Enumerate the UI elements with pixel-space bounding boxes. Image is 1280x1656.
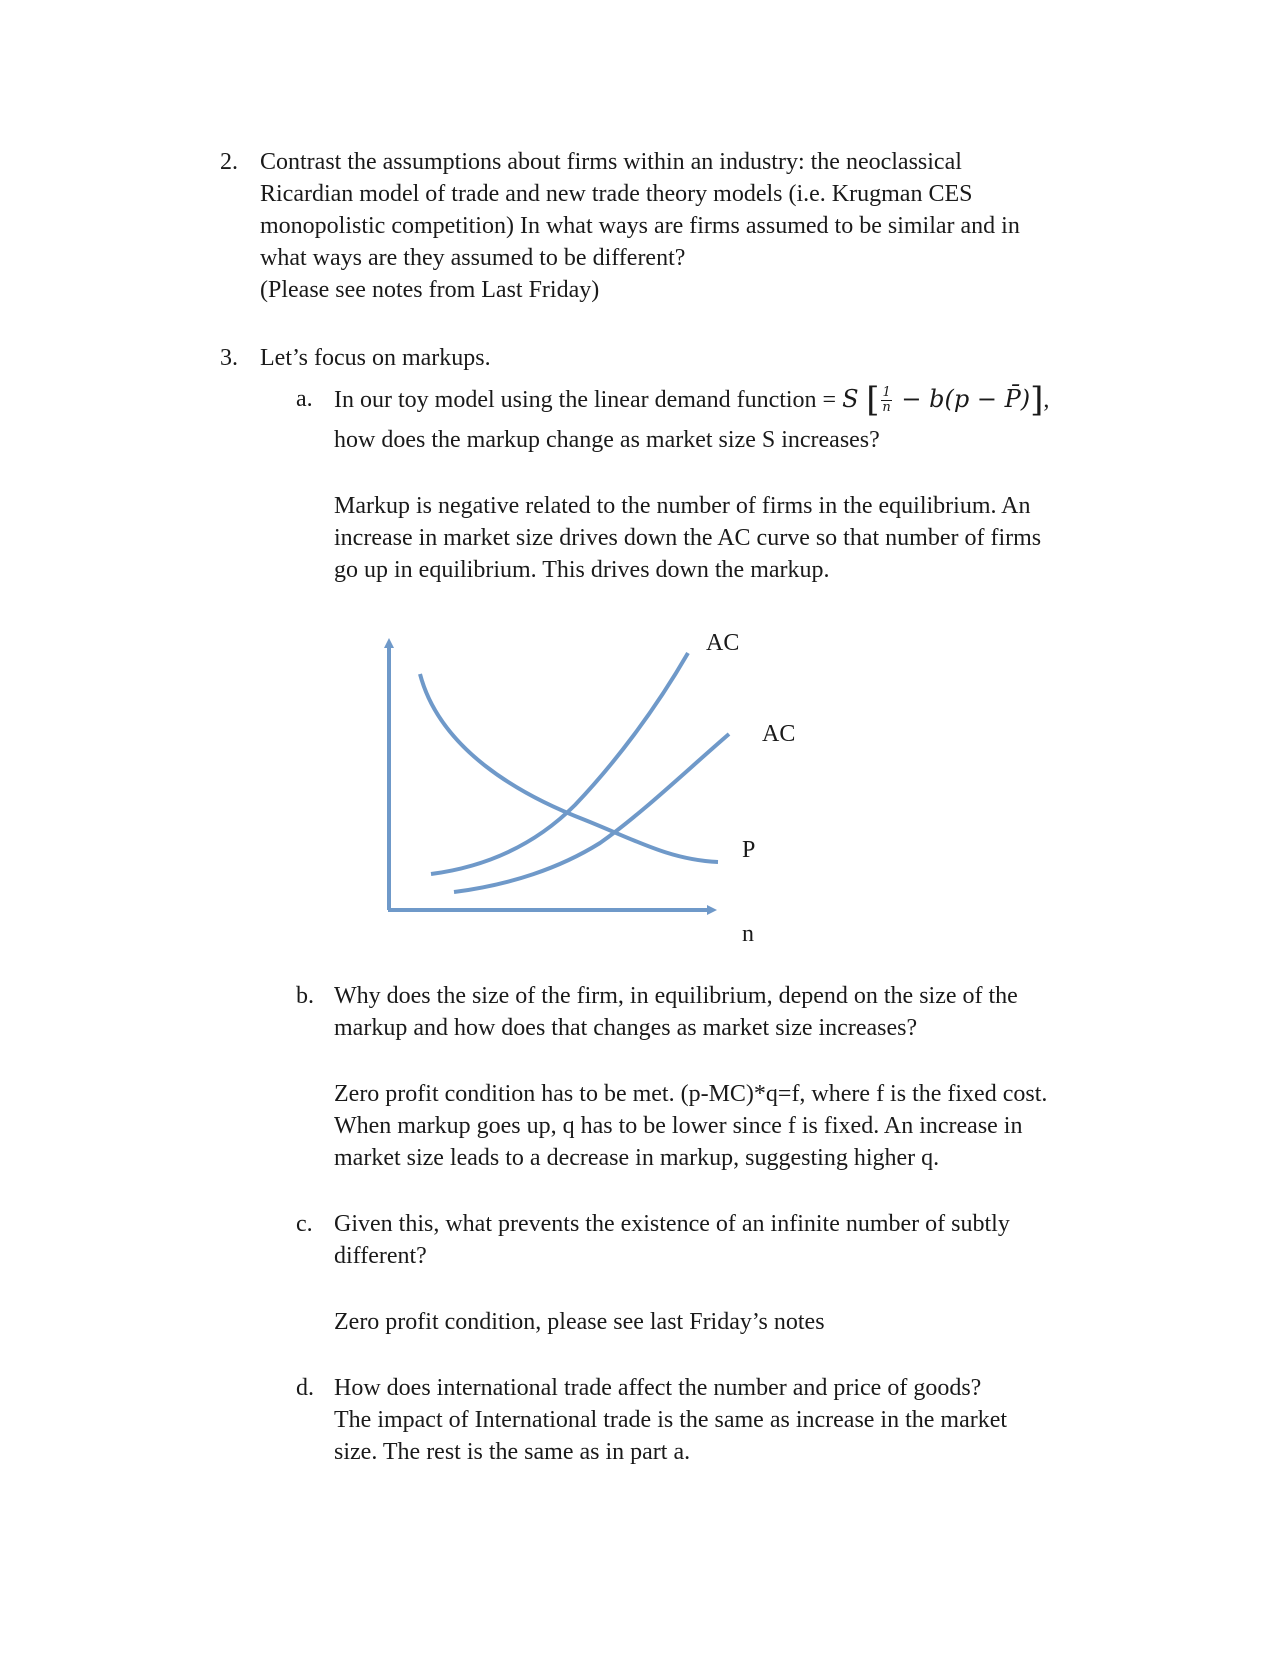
question-2-number: 2. [220, 149, 238, 175]
question-2-line: monopolistic competition) In what ways are firms assumed to be similar and in [260, 213, 1020, 239]
formula-fraction-denominator: n [882, 400, 891, 415]
question-2-line: Contrast the assumptions about firms within an industry: the neoclassical [260, 149, 962, 175]
ac-curve-lower [454, 734, 729, 892]
part-b-letter: b. [296, 983, 314, 1009]
question-3-number: 3. [220, 345, 238, 371]
part-a-answer-line: increase in market size drives down the AC curve so that number of firms [334, 525, 1042, 551]
formula-right-bracket: ] [1030, 380, 1044, 420]
part-a-answer-line: Markup is negative related to the number of firms in the equilibrium. An [334, 493, 1031, 519]
ac-curve-upper [431, 653, 688, 874]
part-b-question-line: markup and how does that changes as market size increases? [334, 1015, 918, 1041]
ac-label-upper: AC [706, 630, 740, 656]
part-d-letter: d. [296, 1375, 314, 1401]
price-curve [420, 674, 718, 862]
part-a-answer-line: go up in equilibrium. This drives down the markup. [334, 557, 830, 583]
n-axis-label: n [742, 921, 754, 947]
part-a-question-text: In our toy model using the linear demand function = [334, 387, 843, 413]
question-3-title: Let’s focus on markups. [260, 345, 491, 371]
question-2-note: (Please see notes from Last Friday) [260, 277, 600, 303]
p-label: P [742, 837, 756, 863]
question-2-line: Ricardian model of trade and new trade theory models (i.e. Krugman CES [260, 181, 973, 207]
part-b-answer-line: When markup goes up, q has to be lower since f is fixed. An increase in [334, 1113, 1023, 1139]
part-b-question-line: Why does the size of the firm, in equilibrium, depend on the size of the [334, 983, 1018, 1009]
part-a-question-line: how does the markup change as market size S increases? [334, 427, 880, 453]
part-d-line: size. The rest is the same as in part a. [334, 1439, 691, 1465]
part-c-question-line: Given this, what prevents the existence of an infinite number of subtly [334, 1211, 1010, 1237]
part-c-answer: Zero profit condition, please see last Friday’s notes [334, 1309, 825, 1335]
question-2-line: what ways are they assumed to be different? [260, 245, 686, 271]
formula-s: S [842, 385, 859, 413]
formula-rest: − b(p − P̄) [901, 385, 1031, 413]
part-d-line: The impact of International trade is the same as increase in the market [334, 1407, 1008, 1433]
part-b-answer-line: Zero profit condition has to be met. (p-MC)*q=f, where f is the fixed cost. [334, 1081, 1048, 1107]
formula-trailing-comma: , [1043, 387, 1050, 413]
part-d-line: How does international trade affect the number and price of goods? [334, 1375, 982, 1401]
part-b-answer-line: market size leads to a decrease in markup, suggesting higher q. [334, 1145, 940, 1171]
formula-fraction-numerator: 1 [882, 385, 891, 400]
ac-label-lower: AC [762, 721, 796, 747]
formula-left-bracket: [ [866, 380, 880, 420]
part-c-letter: c. [296, 1211, 313, 1237]
part-c-question-line: different? [334, 1243, 427, 1269]
part-a-letter: a. [296, 386, 313, 412]
